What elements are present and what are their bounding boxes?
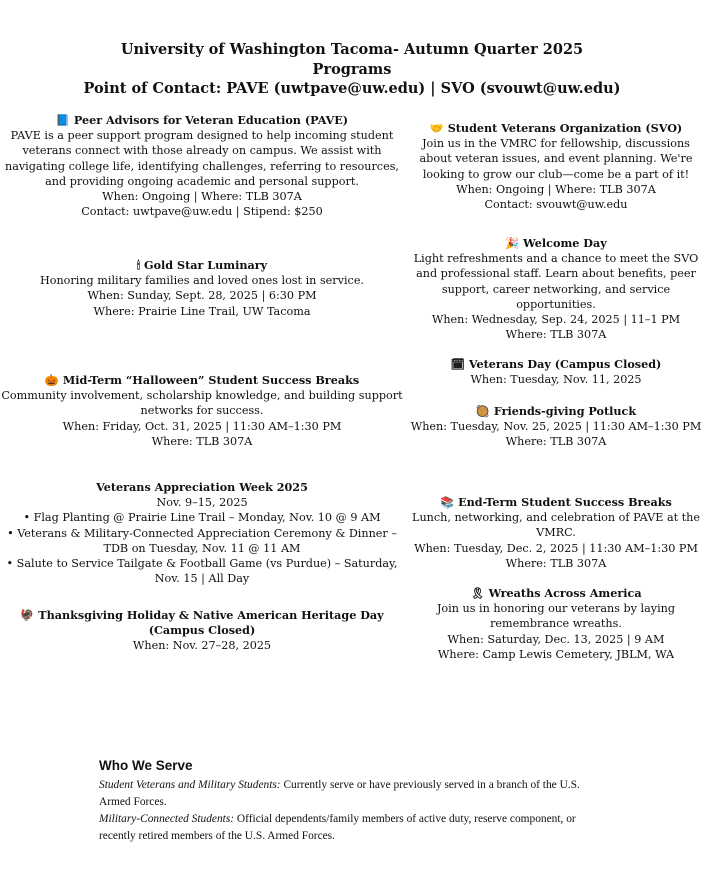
appreciation-dates: Nov. 9–15, 2025 <box>156 496 248 510</box>
endterm-section <box>408 495 704 571</box>
header-contact: Point of Contact: PAVE (uwtpave@uw.edu) | SVO (svouwt@uw.edu) <box>83 80 621 97</box>
welcome-description: Light refreshments and a chance to meet the SVO and professional staff. Learn about benefits, peer support, career networking, and service opportunities. <box>413 252 699 311</box>
food-pot-icon: 🥘 <box>475 404 490 418</box>
potluck-when: When: Tuesday, Nov. 25, 2025 | 11:30 AM–1:30 PM <box>410 420 702 434</box>
serve-paragraph <box>99 811 599 845</box>
potluck-title: Friends-giving Potluck <box>493 404 637 418</box>
potluck-where: Where: TLB 307A <box>505 435 607 449</box>
pave-when: When: Ongoing | Where: TLB 307A <box>102 190 302 204</box>
gold-star-title: Gold Star Luminary <box>144 258 268 272</box>
endterm-description: Lunch, networking, and celebration of PAVE at the VMRC. <box>412 511 700 540</box>
candle-icon: 🕯 <box>136 258 141 272</box>
serve-paragraph <box>99 777 599 811</box>
header-title: University of Washington Tacoma- Autumn Quarter 2025 <box>120 41 584 58</box>
midterm-description: Community involvement, scholarship knowledge, and building support networks for success. <box>1 389 403 418</box>
serve-text: Official dependents/family members of active duty, reserve component, or recently retired members of the U.S. Armed Forces. <box>99 813 576 842</box>
wreaths-where: Where: Camp Lewis Cemetery, JBLM, WA <box>437 647 675 661</box>
pave-section <box>0 113 404 219</box>
midterm-section <box>0 373 404 449</box>
endterm-title: End-Term Student Success Breaks <box>458 495 672 509</box>
party-popper-icon: 🎉 <box>505 236 520 250</box>
appreciation-item: • Salute to Service Tailgate & Football Game (vs Purdue) – Saturday, Nov. 15 | All Day <box>6 557 398 586</box>
thanksgiving-title: Thanksgiving Holiday & Native American Heritage Day (Campus Closed) <box>38 608 384 638</box>
header-subtitle: Programs <box>312 60 392 78</box>
handshake-icon: 🤝 <box>429 121 444 135</box>
pave-title: Peer Advisors for Veteran Education (PAVE) <box>73 113 349 127</box>
endterm-when: When: Tuesday, Dec. 2, 2025 | 11:30 AM–1:30 PM <box>414 541 698 555</box>
appreciation-week-section <box>0 480 404 586</box>
books-icon: 📚 <box>440 495 455 509</box>
wreaths-section <box>408 586 704 662</box>
potluck-section <box>408 404 704 450</box>
ribbon-icon: 🎗 <box>470 586 485 600</box>
svo-description: Join us in the VMRC for fellowship, discussions about veteran issues, and event planning. We're looking to grow our club—come be a part of it! <box>419 137 693 181</box>
veterans-day-when: When: Tuesday, Nov. 11, 2025 <box>470 373 642 387</box>
svo-title: Student Veterans Organization (SVO) <box>447 121 683 135</box>
gold-star-description: Honoring military families and loved ones lost in service. <box>39 274 364 288</box>
wreaths-when: When: Saturday, Dec. 13, 2025 | 9 AM <box>447 632 665 646</box>
svo-section <box>408 121 704 212</box>
thanksgiving-section <box>0 608 404 654</box>
pave-description: PAVE is a peer support program designed to help incoming student veterans connect with those already on campus. We assist with navigating college life, identifying challenges, referring to resources, and providing ongoing academic and personal support. <box>4 129 399 188</box>
book-icon: 📘 <box>55 113 70 127</box>
welcome-day-section <box>408 236 704 342</box>
welcome-when: When: Wednesday, Sep. 24, 2025 | 11–1 PM <box>431 313 681 327</box>
wreaths-description: Join us in honoring our veterans by laying remembrance wreaths. <box>436 602 676 631</box>
appreciation-title: Veterans Appreciation Week 2025 <box>96 480 308 494</box>
gold-star-where: Where: Prairie Line Trail, UW Tacoma <box>93 304 311 318</box>
gold-star-section <box>0 258 404 319</box>
svo-contact: Contact: svouwt@uw.edu <box>484 198 628 212</box>
midterm-when: When: Friday, Oct. 31, 2025 | 11:30 AM–1:30 PM <box>62 419 342 433</box>
pumpkin-icon: 🎃 <box>44 373 59 387</box>
midterm-where: Where: TLB 307A <box>151 434 253 448</box>
who-we-serve-heading: Who We Serve <box>99 758 193 773</box>
svo-when: When: Ongoing | Where: TLB 307A <box>456 182 656 196</box>
pave-contact: Contact: uwtpave@uw.edu | Stipend: $250 <box>81 205 323 219</box>
appreciation-item: • Flag Planting @ Prairie Line Trail – Monday, Nov. 10 @ 9 AM <box>23 511 381 525</box>
wreaths-title: Wreaths Across America <box>488 586 642 600</box>
veterans-day-title: Veterans Day (Campus Closed) <box>468 357 662 371</box>
turkey-icon: 🦃 <box>20 608 35 622</box>
welcome-title: Welcome Day <box>523 236 607 250</box>
gold-star-when: When: Sunday, Sept. 28, 2025 | 6:30 PM <box>87 289 317 303</box>
serve-label: Student Veterans and Military Students: <box>99 779 281 791</box>
appreciation-item: • Veterans & Military-Connected Appreciation Ceremony & Dinner –TDB on Tuesday, Nov. 11 @ 11 AM <box>7 526 397 555</box>
page-header <box>0 40 704 99</box>
veterans-day-section <box>408 357 704 387</box>
thanksgiving-when: When: Nov. 27–28, 2025 <box>132 639 272 653</box>
serve-text: Currently serve or have previously served in a branch of the U.S. Armed Forces. <box>99 779 580 808</box>
endterm-where: Where: TLB 307A <box>505 556 607 570</box>
welcome-where: Where: TLB 307A <box>505 328 607 342</box>
who-we-serve-section <box>99 758 599 845</box>
calendar-icon: 🗓 <box>450 357 465 371</box>
midterm-title: Mid-Term “Halloween” Student Success Breaks <box>62 373 360 387</box>
serve-label: Military-Connected Students: <box>99 813 235 825</box>
